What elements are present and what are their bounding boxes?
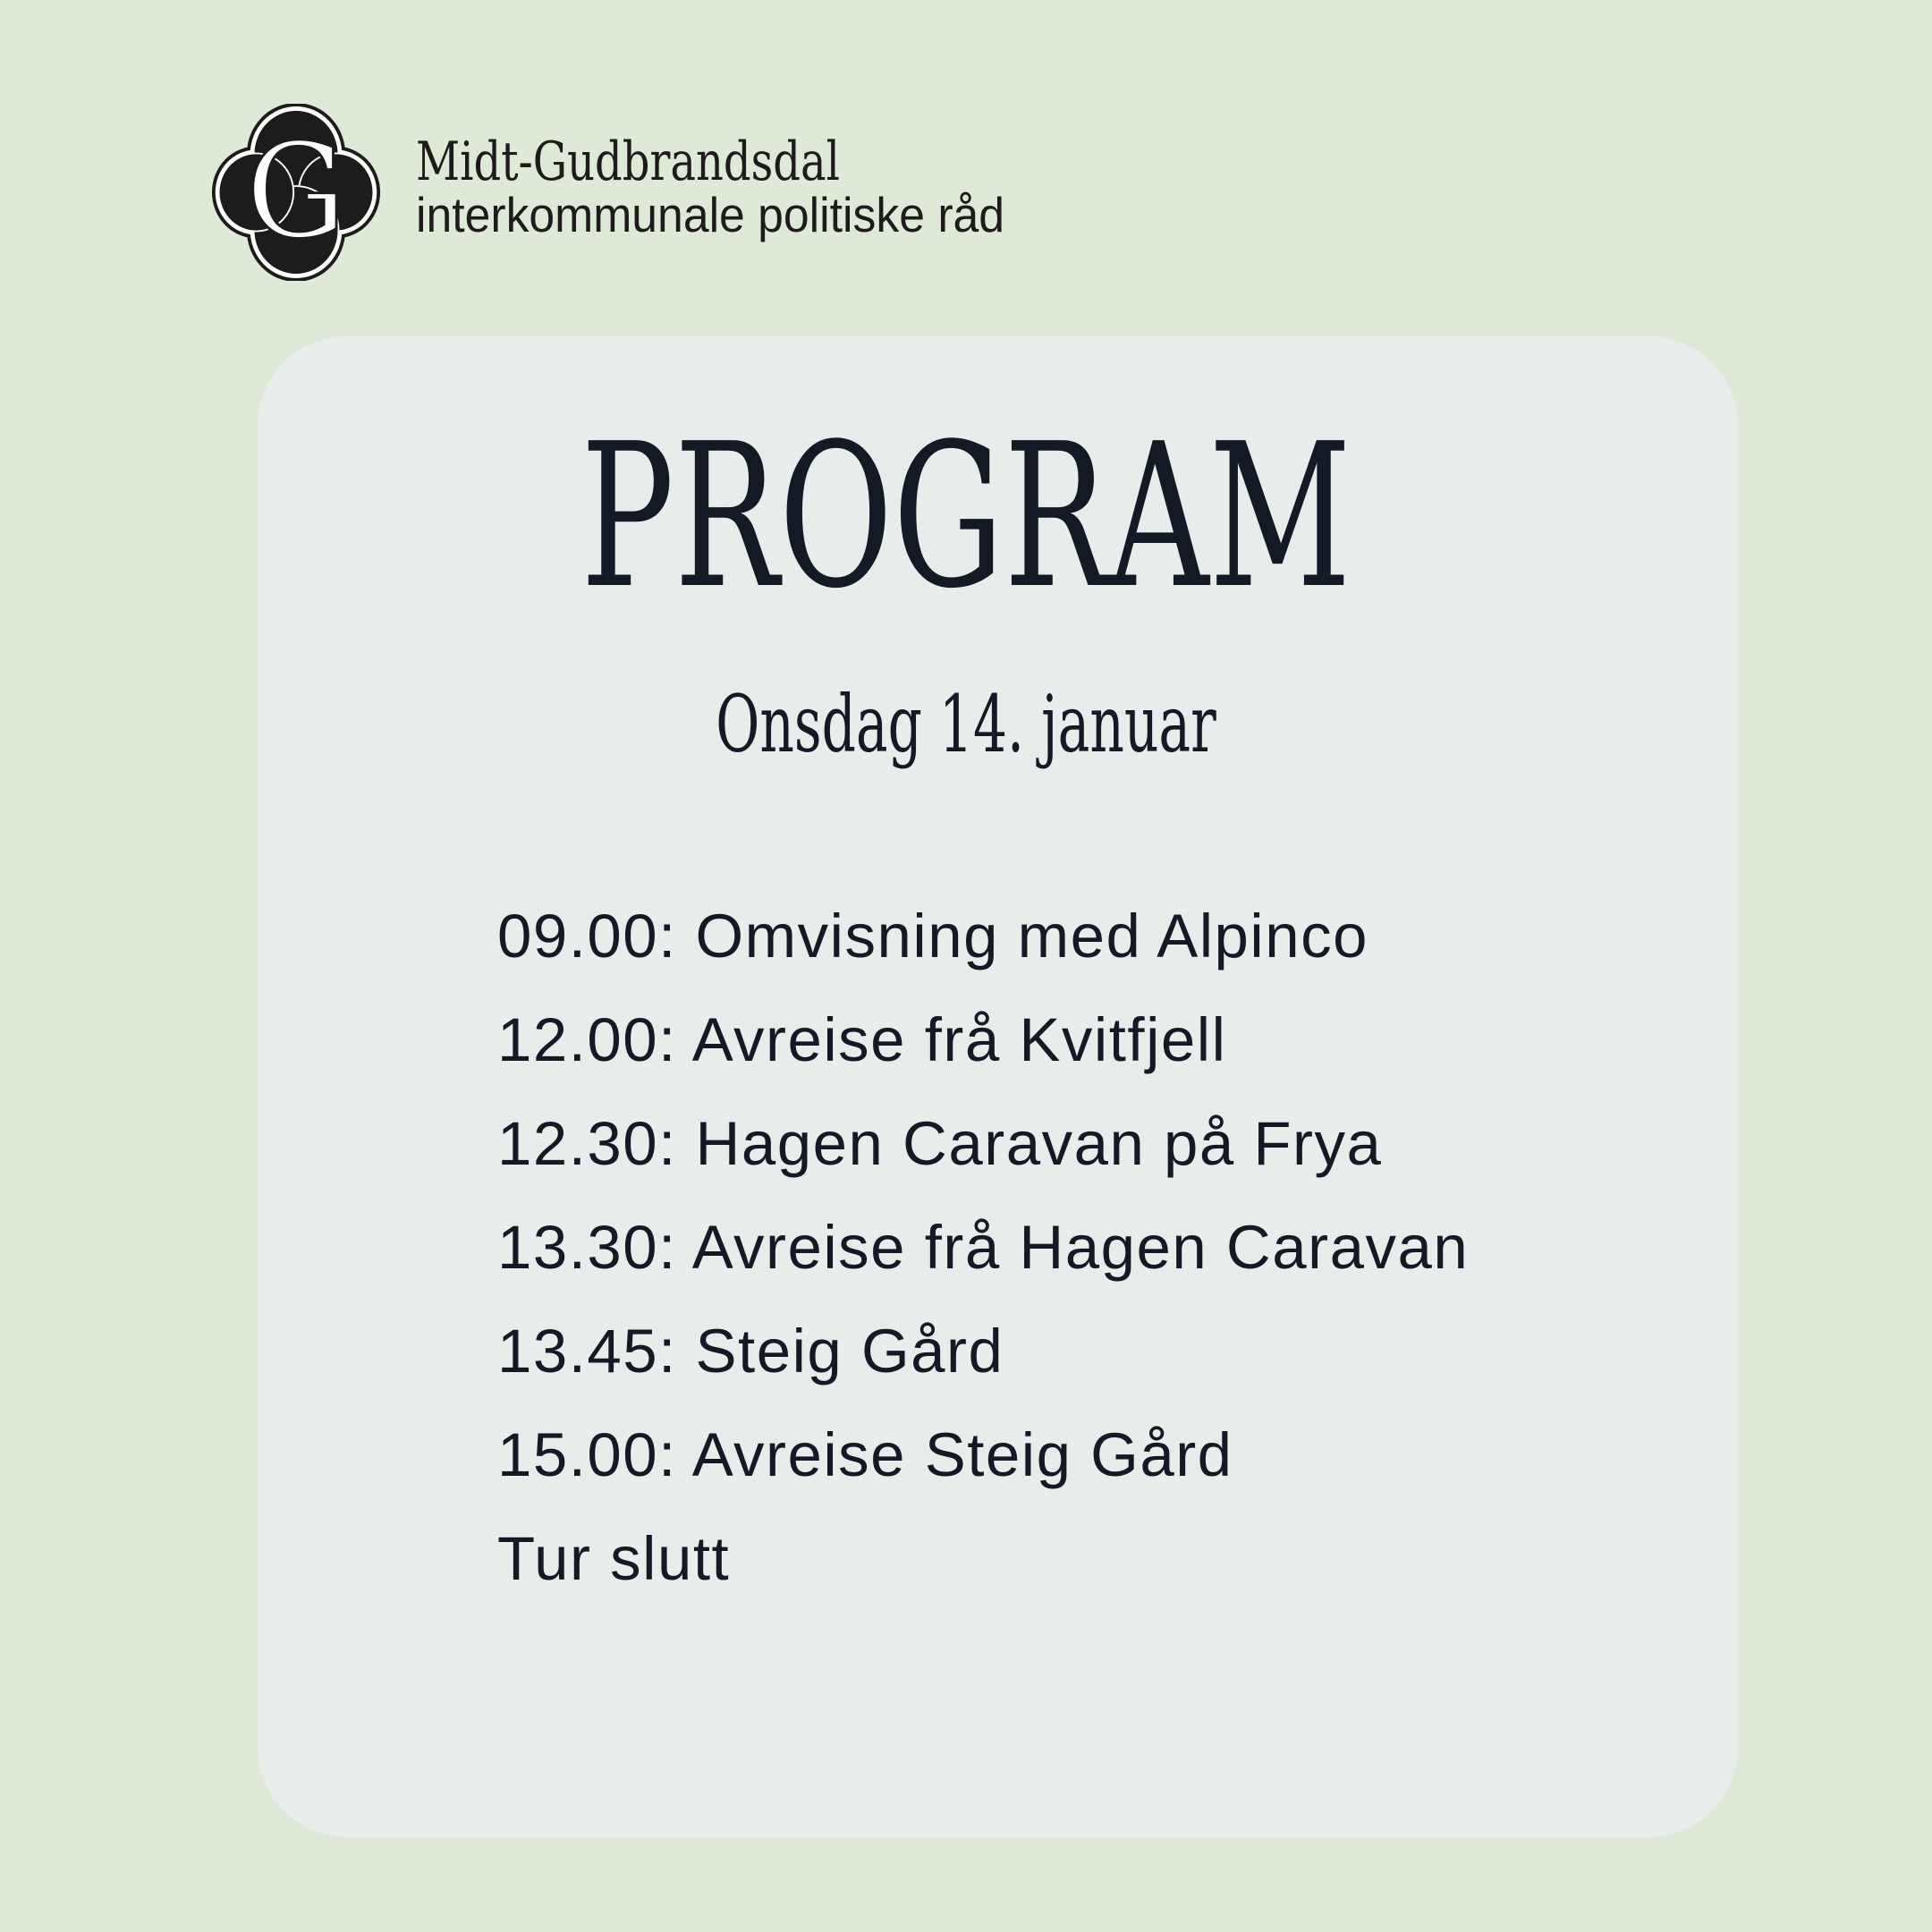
schedule-item: 09.00: Omvisning med Alpinco bbox=[497, 902, 1369, 970]
logo-letter: G bbox=[245, 114, 347, 268]
org-logo bbox=[211, 104, 381, 281]
schedule-item: Tur slutt bbox=[497, 1524, 731, 1593]
program-title: PROGRAM bbox=[580, 402, 1352, 632]
schedule-item: 12.30: Hagen Caravan på Frya bbox=[497, 1109, 1383, 1178]
program-subtitle: Onsdag 14. januar bbox=[716, 678, 1216, 770]
org-name: Midt-Gudbrandsdal bbox=[416, 131, 840, 193]
schedule-item: 13.30: Avreise frå Hagen Caravan bbox=[497, 1213, 1470, 1282]
schedule-item: 13.45: Steig Gård bbox=[497, 1317, 1004, 1385]
schedule-item: 12.00: Avreise frå Kvitfjell bbox=[497, 1005, 1227, 1074]
org-subtitle: interkommunale politiske råd bbox=[416, 187, 1005, 242]
schedule-list bbox=[497, 885, 1660, 1611]
schedule-item: 15.00: Avreise Steig Gård bbox=[497, 1420, 1233, 1489]
